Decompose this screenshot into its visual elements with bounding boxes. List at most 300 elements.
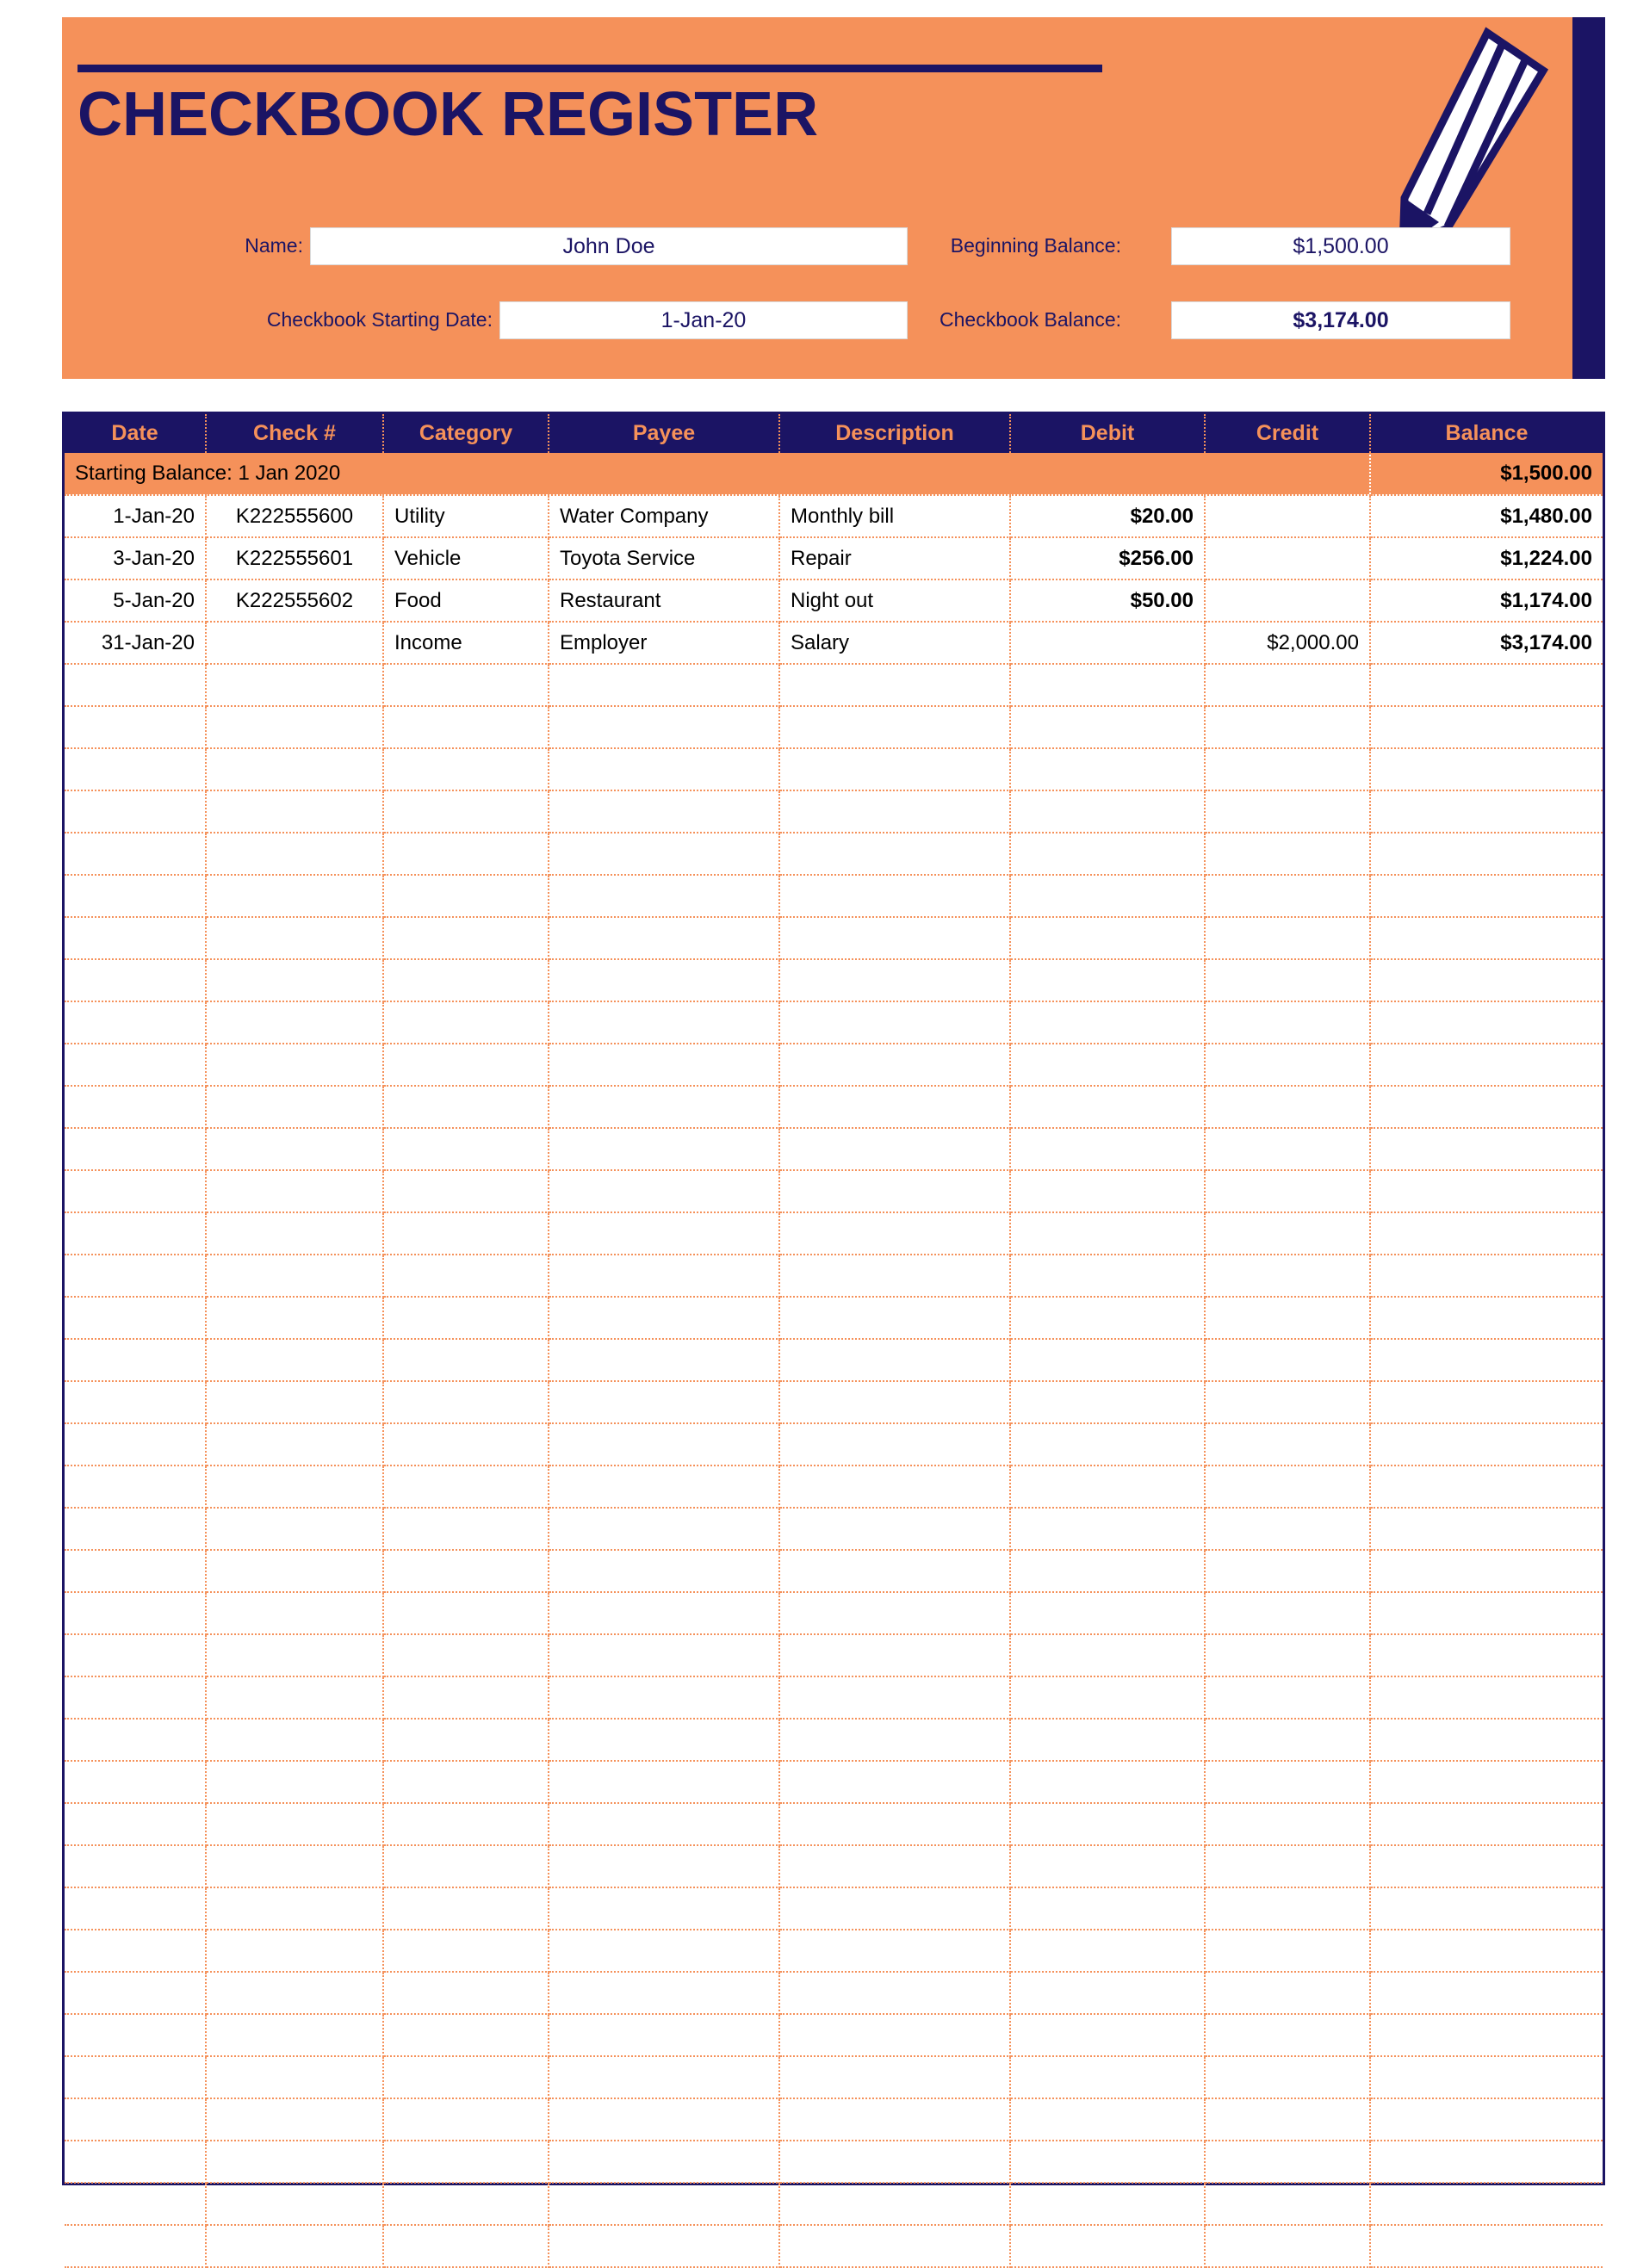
cell-balance-empty[interactable] (1370, 833, 1603, 875)
cell-balance-empty[interactable] (1370, 1930, 1603, 1972)
cell-credit-empty[interactable] (1205, 1170, 1370, 1212)
cell-balance-empty[interactable] (1370, 917, 1603, 959)
cell-description-empty[interactable] (779, 664, 1010, 706)
cell-date-empty[interactable] (65, 875, 206, 917)
cell-debit-empty[interactable] (1010, 1086, 1205, 1128)
cell-check-empty[interactable] (206, 1761, 383, 1803)
cell-date[interactable]: 1-Jan-20 (65, 495, 206, 537)
cell-debit-empty[interactable] (1010, 1339, 1205, 1381)
cell-balance-empty[interactable] (1370, 2014, 1603, 2056)
cell-balance-empty[interactable] (1370, 748, 1603, 790)
cell-category[interactable]: Food (383, 579, 549, 622)
cell-description-empty[interactable] (779, 1381, 1010, 1423)
cell-check-empty[interactable] (206, 664, 383, 706)
cell-category-empty[interactable] (383, 1719, 549, 1761)
cell-date-empty[interactable] (65, 1719, 206, 1761)
cell-description-empty[interactable] (779, 1466, 1010, 1508)
cell-description-empty[interactable] (779, 1845, 1010, 1887)
cell-payee-empty[interactable] (549, 1339, 779, 1381)
cell-category-empty[interactable] (383, 1297, 549, 1339)
cell-check-empty[interactable] (206, 917, 383, 959)
cell-balance-empty[interactable] (1370, 1592, 1603, 1634)
cell-date-empty[interactable] (65, 1676, 206, 1719)
cell-date-empty[interactable] (65, 1001, 206, 1044)
cell-check-empty[interactable] (206, 706, 383, 748)
col-header-check[interactable]: Check # (206, 414, 383, 453)
cell-credit-empty[interactable] (1205, 2056, 1370, 2098)
cell-date-empty[interactable] (65, 1086, 206, 1128)
cell-debit-empty[interactable] (1010, 2141, 1205, 2183)
cell-category-empty[interactable] (383, 1044, 549, 1086)
cell-check[interactable]: K222555600 (206, 495, 383, 537)
cell-category-empty[interactable] (383, 1550, 549, 1592)
cell-balance-empty[interactable] (1370, 1550, 1603, 1592)
cell-date-empty[interactable] (65, 1761, 206, 1803)
cell-description-empty[interactable] (779, 2014, 1010, 2056)
cell-check-empty[interactable] (206, 1339, 383, 1381)
cell-credit-empty[interactable] (1205, 1930, 1370, 1972)
cell-debit-empty[interactable] (1010, 1381, 1205, 1423)
cell-debit-empty[interactable] (1010, 833, 1205, 875)
cell-credit-empty[interactable] (1205, 1761, 1370, 1803)
cell-credit-empty[interactable] (1205, 2141, 1370, 2183)
cell-payee-empty[interactable] (549, 1212, 779, 1255)
cell-check-empty[interactable] (206, 1086, 383, 1128)
cell-balance-empty[interactable] (1370, 2056, 1603, 2098)
cell-credit-empty[interactable] (1205, 790, 1370, 833)
cell-balance[interactable]: $1,174.00 (1370, 579, 1603, 622)
cell-check-empty[interactable] (206, 1466, 383, 1508)
col-header-description[interactable]: Description (779, 414, 1010, 453)
cell-category[interactable]: Vehicle (383, 537, 549, 579)
cell-balance-empty[interactable] (1370, 1297, 1603, 1339)
cell-payee[interactable]: Toyota Service (549, 537, 779, 579)
cell-balance-empty[interactable] (1370, 1466, 1603, 1508)
cell-credit-empty[interactable] (1205, 1466, 1370, 1508)
cell-date-empty[interactable] (65, 790, 206, 833)
cell-payee-empty[interactable] (549, 1676, 779, 1719)
cell-payee-empty[interactable] (549, 1550, 779, 1592)
cell-check-empty[interactable] (206, 833, 383, 875)
cell-description-empty[interactable] (779, 2098, 1010, 2141)
cell-payee-empty[interactable] (549, 1297, 779, 1339)
cell-category-empty[interactable] (383, 1339, 549, 1381)
cell-date[interactable]: 3-Jan-20 (65, 537, 206, 579)
cell-date[interactable]: 5-Jan-20 (65, 579, 206, 622)
cell-credit-empty[interactable] (1205, 1339, 1370, 1381)
cell-debit-empty[interactable] (1010, 1170, 1205, 1212)
cell-credit-empty[interactable] (1205, 917, 1370, 959)
cell-credit-empty[interactable] (1205, 664, 1370, 706)
cell-description-empty[interactable] (779, 1086, 1010, 1128)
cell-check-empty[interactable] (206, 2141, 383, 2183)
cell-balance-empty[interactable] (1370, 1170, 1603, 1212)
cell-description-empty[interactable] (779, 2056, 1010, 2098)
cell-credit-empty[interactable] (1205, 1676, 1370, 1719)
cell-debit-empty[interactable] (1010, 917, 1205, 959)
cell-description-empty[interactable] (779, 1212, 1010, 1255)
cell-balance-empty[interactable] (1370, 1634, 1603, 1676)
cell-category-empty[interactable] (383, 1676, 549, 1719)
cell-debit-empty[interactable] (1010, 790, 1205, 833)
cell-category-empty[interactable] (383, 1634, 549, 1676)
cell-credit-empty[interactable] (1205, 1803, 1370, 1845)
cell-debit-empty[interactable] (1010, 1001, 1205, 1044)
cell-debit-empty[interactable] (1010, 2098, 1205, 2141)
cell-description-empty[interactable] (779, 1128, 1010, 1170)
cell-payee-empty[interactable] (549, 1634, 779, 1676)
cell-date-empty[interactable] (65, 1128, 206, 1170)
cell-debit-empty[interactable] (1010, 664, 1205, 706)
cell-debit-empty[interactable] (1010, 1592, 1205, 1634)
cell-payee-empty[interactable] (549, 1381, 779, 1423)
cell-payee-empty[interactable] (549, 706, 779, 748)
cell-description-empty[interactable] (779, 875, 1010, 917)
cell-credit-empty[interactable] (1205, 1972, 1370, 2014)
cell-credit[interactable] (1205, 579, 1370, 622)
cell-date-empty[interactable] (65, 1381, 206, 1423)
cell-description[interactable]: Night out (779, 579, 1010, 622)
cell-description-empty[interactable] (779, 1339, 1010, 1381)
cell-balance-empty[interactable] (1370, 1086, 1603, 1128)
cell-category-empty[interactable] (383, 1255, 549, 1297)
cell-date-empty[interactable] (65, 2014, 206, 2056)
cell-credit-empty[interactable] (1205, 1845, 1370, 1887)
cell-date-empty[interactable] (65, 1845, 206, 1887)
cell-credit-empty[interactable] (1205, 959, 1370, 1001)
cell-payee-empty[interactable] (549, 917, 779, 959)
cell-balance-empty[interactable] (1370, 2225, 1603, 2267)
cell-payee-empty[interactable] (549, 1930, 779, 1972)
cell-payee-empty[interactable] (549, 748, 779, 790)
cell-category-empty[interactable] (383, 1423, 549, 1466)
cell-balance-empty[interactable] (1370, 1212, 1603, 1255)
cell-payee-empty[interactable] (549, 1044, 779, 1086)
cell-debit-empty[interactable] (1010, 875, 1205, 917)
cell-payee[interactable]: Restaurant (549, 579, 779, 622)
cell-category-empty[interactable] (383, 833, 549, 875)
cell-debit-empty[interactable] (1010, 1972, 1205, 2014)
cell-credit-empty[interactable] (1205, 1001, 1370, 1044)
cell-balance-empty[interactable] (1370, 1761, 1603, 1803)
cell-description-empty[interactable] (779, 1719, 1010, 1761)
cell-description-empty[interactable] (779, 748, 1010, 790)
cell-date-empty[interactable] (65, 2098, 206, 2141)
col-header-date[interactable]: Date (65, 414, 206, 453)
cell-date-empty[interactable] (65, 1972, 206, 2014)
col-header-payee[interactable]: Payee (549, 414, 779, 453)
cell-debit-empty[interactable] (1010, 1255, 1205, 1297)
cell-credit-empty[interactable] (1205, 875, 1370, 917)
cell-check[interactable]: K222555602 (206, 579, 383, 622)
cell-category-empty[interactable] (383, 1761, 549, 1803)
cell-date-empty[interactable] (65, 959, 206, 1001)
cell-debit[interactable]: $256.00 (1010, 537, 1205, 579)
cell-description-empty[interactable] (779, 1803, 1010, 1845)
cell-check-empty[interactable] (206, 2014, 383, 2056)
cell-payee-empty[interactable] (549, 1719, 779, 1761)
cell-category-empty[interactable] (383, 959, 549, 1001)
cell-payee-empty[interactable] (549, 1972, 779, 2014)
cell-credit-empty[interactable] (1205, 2225, 1370, 2267)
cell-description-empty[interactable] (779, 1972, 1010, 2014)
cell-date-empty[interactable] (65, 1339, 206, 1381)
cell-debit-empty[interactable] (1010, 1845, 1205, 1887)
cell-debit-empty[interactable] (1010, 1044, 1205, 1086)
cell-debit[interactable]: $20.00 (1010, 495, 1205, 537)
cell-payee[interactable]: Employer (549, 622, 779, 664)
cell-payee[interactable]: Water Company (549, 495, 779, 537)
cell-category-empty[interactable] (383, 2056, 549, 2098)
cell-credit-empty[interactable] (1205, 1086, 1370, 1128)
cell-date-empty[interactable] (65, 2225, 206, 2267)
cell-category-empty[interactable] (383, 664, 549, 706)
cell-balance-empty[interactable] (1370, 1719, 1603, 1761)
cell-credit-empty[interactable] (1205, 1297, 1370, 1339)
cell-check-empty[interactable] (206, 1212, 383, 1255)
cell-date-empty[interactable] (65, 1255, 206, 1297)
cell-credit-empty[interactable] (1205, 1719, 1370, 1761)
cell-category-empty[interactable] (383, 2098, 549, 2141)
cell-category-empty[interactable] (383, 1592, 549, 1634)
cell-check-empty[interactable] (206, 2056, 383, 2098)
cell-payee-empty[interactable] (549, 2056, 779, 2098)
cell-balance-empty[interactable] (1370, 1508, 1603, 1550)
cell-check[interactable]: K222555601 (206, 537, 383, 579)
cell-payee-empty[interactable] (549, 1255, 779, 1297)
cell-debit-empty[interactable] (1010, 1803, 1205, 1845)
cell-check-empty[interactable] (206, 1592, 383, 1634)
cell-debit-empty[interactable] (1010, 1297, 1205, 1339)
cell-check-empty[interactable] (206, 1128, 383, 1170)
cell-credit-empty[interactable] (1205, 2014, 1370, 2056)
cell-balance-empty[interactable] (1370, 1972, 1603, 2014)
cell-check-empty[interactable] (206, 1930, 383, 1972)
cell-description-empty[interactable] (779, 1001, 1010, 1044)
cell-credit-empty[interactable] (1205, 2098, 1370, 2141)
cell-debit-empty[interactable] (1010, 1550, 1205, 1592)
cell-date-empty[interactable] (65, 1803, 206, 1845)
cell-description-empty[interactable] (779, 1761, 1010, 1803)
cell-date-empty[interactable] (65, 1634, 206, 1676)
cell-description-empty[interactable] (779, 1930, 1010, 1972)
cell-date-empty[interactable] (65, 1212, 206, 1255)
cell-check-empty[interactable] (206, 1044, 383, 1086)
cell-payee-empty[interactable] (549, 1466, 779, 1508)
cell-date-empty[interactable] (65, 748, 206, 790)
cell-check-empty[interactable] (206, 1297, 383, 1339)
cell-credit[interactable] (1205, 537, 1370, 579)
cell-balance-empty[interactable] (1370, 1381, 1603, 1423)
cell-debit-empty[interactable] (1010, 1634, 1205, 1676)
cell-date-empty[interactable] (65, 2141, 206, 2183)
cell-date-empty[interactable] (65, 1508, 206, 1550)
cell-category-empty[interactable] (383, 748, 549, 790)
cell-balance-empty[interactable] (1370, 1001, 1603, 1044)
cell-balance-empty[interactable] (1370, 790, 1603, 833)
cell-credit-empty[interactable] (1205, 1212, 1370, 1255)
cell-check-empty[interactable] (206, 2098, 383, 2141)
cell-credit-empty[interactable] (1205, 1634, 1370, 1676)
cell-date-empty[interactable] (65, 664, 206, 706)
cell-category[interactable]: Utility (383, 495, 549, 537)
cell-category-empty[interactable] (383, 1086, 549, 1128)
cell-date-empty[interactable] (65, 1466, 206, 1508)
cell-check-empty[interactable] (206, 1845, 383, 1887)
cell-date-empty[interactable] (65, 706, 206, 748)
cell-debit-empty[interactable] (1010, 1719, 1205, 1761)
cell-date-empty[interactable] (65, 1170, 206, 1212)
cell-balance-empty[interactable] (1370, 664, 1603, 706)
cell-balance-empty[interactable] (1370, 1676, 1603, 1719)
cell-payee-empty[interactable] (549, 1803, 779, 1845)
cell-payee-empty[interactable] (549, 1128, 779, 1170)
cell-description-empty[interactable] (779, 1170, 1010, 1212)
cell-credit[interactable] (1205, 495, 1370, 537)
cell-check-empty[interactable] (206, 1423, 383, 1466)
cell-credit-empty[interactable] (1205, 1255, 1370, 1297)
cell-payee-empty[interactable] (549, 2098, 779, 2141)
cell-credit-empty[interactable] (1205, 1592, 1370, 1634)
cell-balance-empty[interactable] (1370, 1044, 1603, 1086)
col-header-balance[interactable]: Balance (1370, 414, 1603, 453)
cell-category-empty[interactable] (383, 875, 549, 917)
cell-date-empty[interactable] (65, 1044, 206, 1086)
cell-payee-empty[interactable] (549, 1592, 779, 1634)
cell-check-empty[interactable] (206, 1170, 383, 1212)
cell-debit-empty[interactable] (1010, 748, 1205, 790)
cell-debit-empty[interactable] (1010, 1761, 1205, 1803)
cell-description-empty[interactable] (779, 1592, 1010, 1634)
cell-check-empty[interactable] (206, 875, 383, 917)
cell-description-empty[interactable] (779, 2225, 1010, 2267)
cell-payee-empty[interactable] (549, 2141, 779, 2183)
cell-balance[interactable]: $1,480.00 (1370, 495, 1603, 537)
cell-balance-empty[interactable] (1370, 1803, 1603, 1845)
cell-debit-empty[interactable] (1010, 1212, 1205, 1255)
cell-credit-empty[interactable] (1205, 748, 1370, 790)
cell-check-empty[interactable] (206, 2225, 383, 2267)
cell-description-empty[interactable] (779, 1423, 1010, 1466)
cell-check-empty[interactable] (206, 1508, 383, 1550)
cell-description[interactable]: Repair (779, 537, 1010, 579)
cell-category-empty[interactable] (383, 1508, 549, 1550)
cell-check-empty[interactable] (206, 1001, 383, 1044)
cell-category-empty[interactable] (383, 2014, 549, 2056)
cell-check-empty[interactable] (206, 1676, 383, 1719)
cell-date-empty[interactable] (65, 1887, 206, 1930)
cell-description-empty[interactable] (779, 1634, 1010, 1676)
cell-debit-empty[interactable] (1010, 706, 1205, 748)
cell-check-empty[interactable] (206, 1887, 383, 1930)
cell-description[interactable]: Salary (779, 622, 1010, 664)
cell-check-empty[interactable] (206, 1255, 383, 1297)
cell-debit-empty[interactable] (1010, 1466, 1205, 1508)
cell-check-empty[interactable] (206, 1381, 383, 1423)
cell-balance-empty[interactable] (1370, 1423, 1603, 1466)
cell-category-empty[interactable] (383, 917, 549, 959)
cell-balance-empty[interactable] (1370, 1255, 1603, 1297)
cell-category-empty[interactable] (383, 1930, 549, 1972)
cell-credit-empty[interactable] (1205, 1381, 1370, 1423)
cell-payee-empty[interactable] (549, 1508, 779, 1550)
cell-description-empty[interactable] (779, 706, 1010, 748)
col-header-debit[interactable]: Debit (1010, 414, 1205, 453)
cell-date-empty[interactable] (65, 1592, 206, 1634)
cell-debit-empty[interactable] (1010, 959, 1205, 1001)
cell-balance-empty[interactable] (1370, 1887, 1603, 1930)
cell-category[interactable]: Income (383, 622, 549, 664)
cell-credit-empty[interactable] (1205, 1128, 1370, 1170)
cell-date[interactable]: 31-Jan-20 (65, 622, 206, 664)
cell-date-empty[interactable] (65, 917, 206, 959)
cell-debit-empty[interactable] (1010, 2014, 1205, 2056)
cell-debit-empty[interactable] (1010, 1676, 1205, 1719)
cell-balance-empty[interactable] (1370, 1845, 1603, 1887)
cell-payee-empty[interactable] (549, 1761, 779, 1803)
cell-debit-empty[interactable] (1010, 2056, 1205, 2098)
cell-balance-empty[interactable] (1370, 706, 1603, 748)
cell-date-empty[interactable] (65, 1930, 206, 1972)
cell-date-empty[interactable] (65, 1423, 206, 1466)
cell-balance-empty[interactable] (1370, 1128, 1603, 1170)
cell-credit-empty[interactable] (1205, 1508, 1370, 1550)
cell-description-empty[interactable] (779, 917, 1010, 959)
cell-check-empty[interactable] (206, 1634, 383, 1676)
cell-category-empty[interactable] (383, 1845, 549, 1887)
cell-credit-empty[interactable] (1205, 1044, 1370, 1086)
cell-date-empty[interactable] (65, 1550, 206, 1592)
cell-debit-empty[interactable] (1010, 1423, 1205, 1466)
cell-credit-empty[interactable] (1205, 706, 1370, 748)
cell-credit[interactable]: $2,000.00 (1205, 622, 1370, 664)
cell-category-empty[interactable] (383, 1128, 549, 1170)
cell-category-empty[interactable] (383, 706, 549, 748)
cell-description-empty[interactable] (779, 1508, 1010, 1550)
cell-balance-empty[interactable] (1370, 2098, 1603, 2141)
cell-debit-empty[interactable] (1010, 1930, 1205, 1972)
beginning-balance-input[interactable]: $1,500.00 (1171, 227, 1510, 265)
cell-payee-empty[interactable] (549, 1170, 779, 1212)
cell-debit-empty[interactable] (1010, 1508, 1205, 1550)
cell-payee-empty[interactable] (549, 1001, 779, 1044)
cell-category-empty[interactable] (383, 1972, 549, 2014)
cell-description-empty[interactable] (779, 1550, 1010, 1592)
cell-check-empty[interactable] (206, 748, 383, 790)
cell-payee-empty[interactable] (549, 833, 779, 875)
cell-description[interactable]: Monthly bill (779, 495, 1010, 537)
cell-date-empty[interactable] (65, 833, 206, 875)
cell-category-empty[interactable] (383, 1381, 549, 1423)
cell-payee-empty[interactable] (549, 1845, 779, 1887)
cell-balance-empty[interactable] (1370, 959, 1603, 1001)
cell-check-empty[interactable] (206, 1550, 383, 1592)
cell-debit-empty[interactable] (1010, 1128, 1205, 1170)
cell-balance-empty[interactable] (1370, 2141, 1603, 2183)
cell-debit[interactable]: $50.00 (1010, 579, 1205, 622)
cell-description-empty[interactable] (779, 2141, 1010, 2183)
cell-debit[interactable] (1010, 622, 1205, 664)
cell-category-empty[interactable] (383, 1887, 549, 1930)
cell-credit-empty[interactable] (1205, 1550, 1370, 1592)
cell-payee-empty[interactable] (549, 2225, 779, 2267)
cell-description-empty[interactable] (779, 1297, 1010, 1339)
cell-description-empty[interactable] (779, 833, 1010, 875)
cell-payee-empty[interactable] (549, 875, 779, 917)
cell-balance-empty[interactable] (1370, 875, 1603, 917)
cell-check-empty[interactable] (206, 790, 383, 833)
cell-description-empty[interactable] (779, 1044, 1010, 1086)
